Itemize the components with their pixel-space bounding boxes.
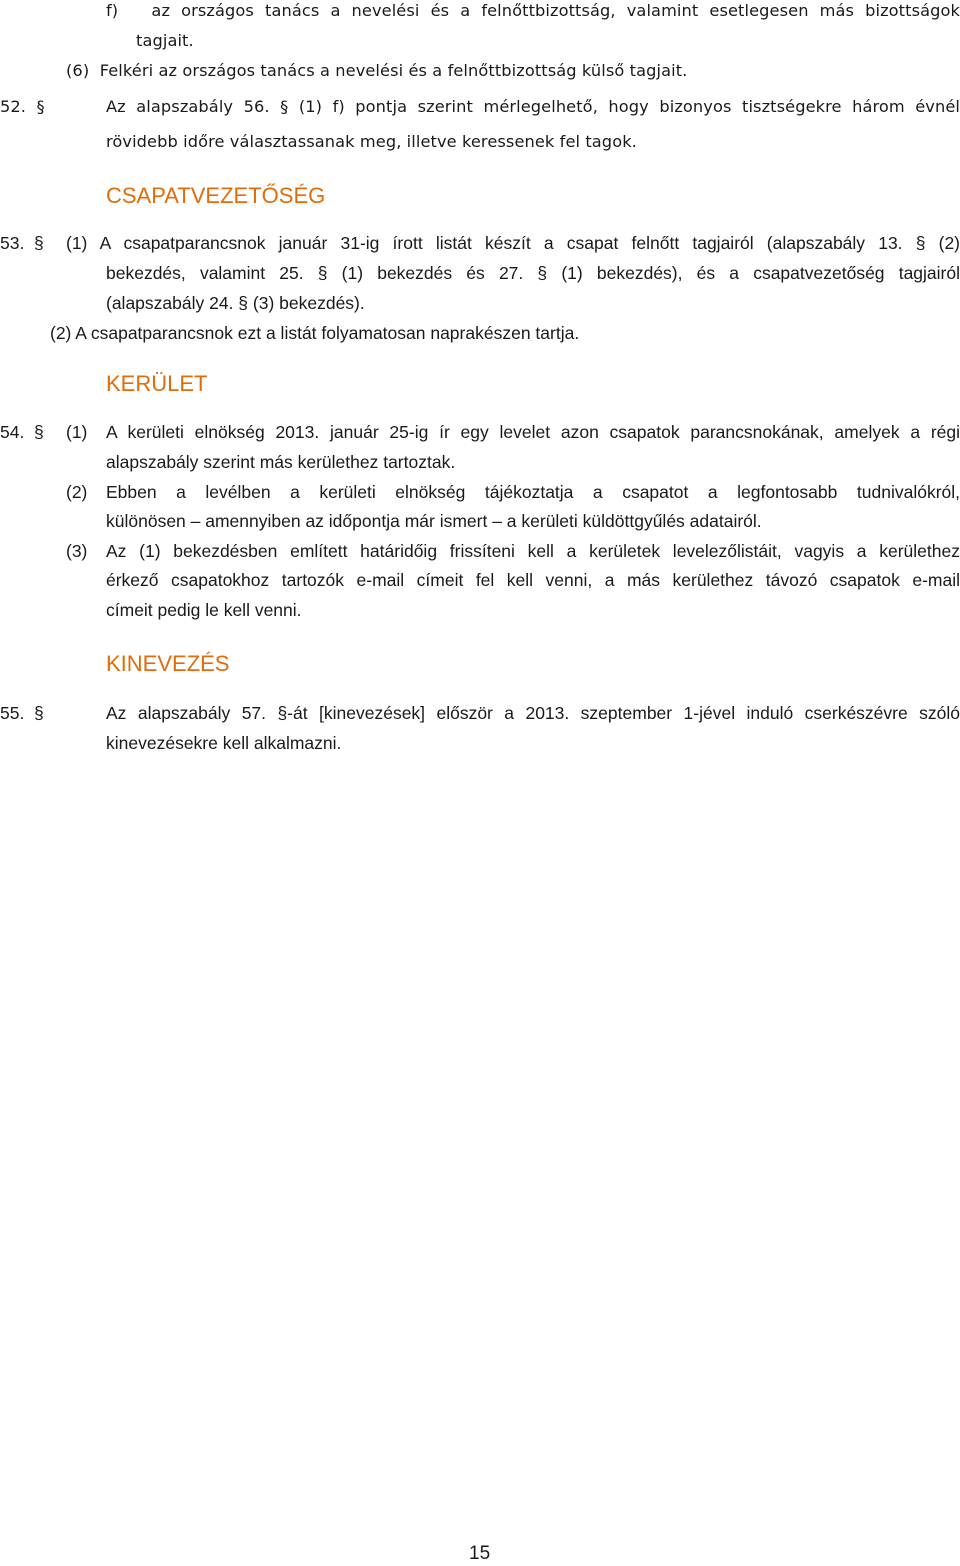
section-53-line-2: bekezdés, valamint 25. § (1) bekezdés és 27. § (1) bekezdés), és a csapatvezetőség tagjairól	[106, 263, 960, 283]
section-53-paragraph-2: (2) A csapatparancsnok ezt a listát folyamatosan naprakészen tartja.	[50, 323, 580, 343]
section-53-number: 53. §	[0, 233, 44, 253]
section-54-number: 54. §	[0, 422, 44, 442]
heading-kerulet: KERÜLET	[106, 371, 208, 396]
section-54-p2-label: (2)	[66, 482, 88, 502]
section-52-number: 52. §	[0, 97, 45, 116]
heading-kinevezes: KINEVEZÉS	[106, 651, 230, 676]
item-f-line-2: tagjait.	[136, 31, 194, 50]
section-53-line-1: (1) A csapatparancsnok január 31-ig írott listát készít a csapat felnőtt tagjairól (alapszabály 13. § (2)	[66, 233, 960, 253]
section-54-p1-label: (1)	[66, 422, 88, 442]
section-55-number: 55. §	[0, 703, 44, 723]
section-52-line-2: rövidebb időre választassanak meg, illetve keressenek fel tagok.	[106, 132, 637, 151]
heading-csapatvezetoseg: CSAPATVEZETŐSÉG	[106, 183, 326, 208]
item-f-line-1: f) az országos tanács a nevelési és a felnőttbizottság, valamint esetlegesen más bizottságok	[106, 1, 960, 20]
page-number: 15	[469, 1543, 491, 1564]
section-54-p2-line-1: Ebben a levélben a kerületi elnökség tájékoztatja a csapatot a legfontosabb tudnivalókról,	[106, 482, 960, 502]
section-54-p1-line-1: A kerületi elnökség 2013. január 25-ig ír egy levelet azon csapatok parancsnokának, amelyek a régi	[106, 422, 960, 442]
section-54-p3-line-3: címeit pedig le kell venni.	[106, 600, 302, 620]
section-55-line-1: Az alapszabály 57. §-át [kinevezések] először a 2013. szeptember 1-jével induló cserkészévre szóló	[106, 703, 960, 723]
section-54-p3-label: (3)	[66, 541, 88, 561]
paragraph-6: (6) Felkéri az országos tanács a nevelési és a felnőttbizottság külső tagjait.	[66, 61, 688, 80]
section-53-line-3: (alapszabály 24. § (3) bekezdés).	[106, 293, 365, 313]
section-54-p3-line-2: érkező csapatokhoz tartozók e-mail címeit fel kell venni, a más kerülethez távozó csapatok e-mail	[106, 570, 960, 590]
section-55-line-2: kinevezésekre kell alkalmazni.	[106, 733, 342, 753]
section-54-p1-line-2: alapszabály szerint más kerülethez tartoztak.	[106, 452, 456, 472]
section-54-p3-line-1: Az (1) bekezdésben említett határidőig frissíteni kell a kerületek levelezőlistáit, vagyis a kerülethez	[106, 541, 960, 561]
section-54-p2-line-2: különösen – amennyiben az időpontja már ismert – a kerületi küldöttgyűlés adatairól.	[106, 511, 762, 531]
section-52-line-1: Az alapszabály 56. § (1) f) pontja szerint mérlegelhető, hogy bizonyos tisztségekre három évnél	[106, 97, 960, 116]
